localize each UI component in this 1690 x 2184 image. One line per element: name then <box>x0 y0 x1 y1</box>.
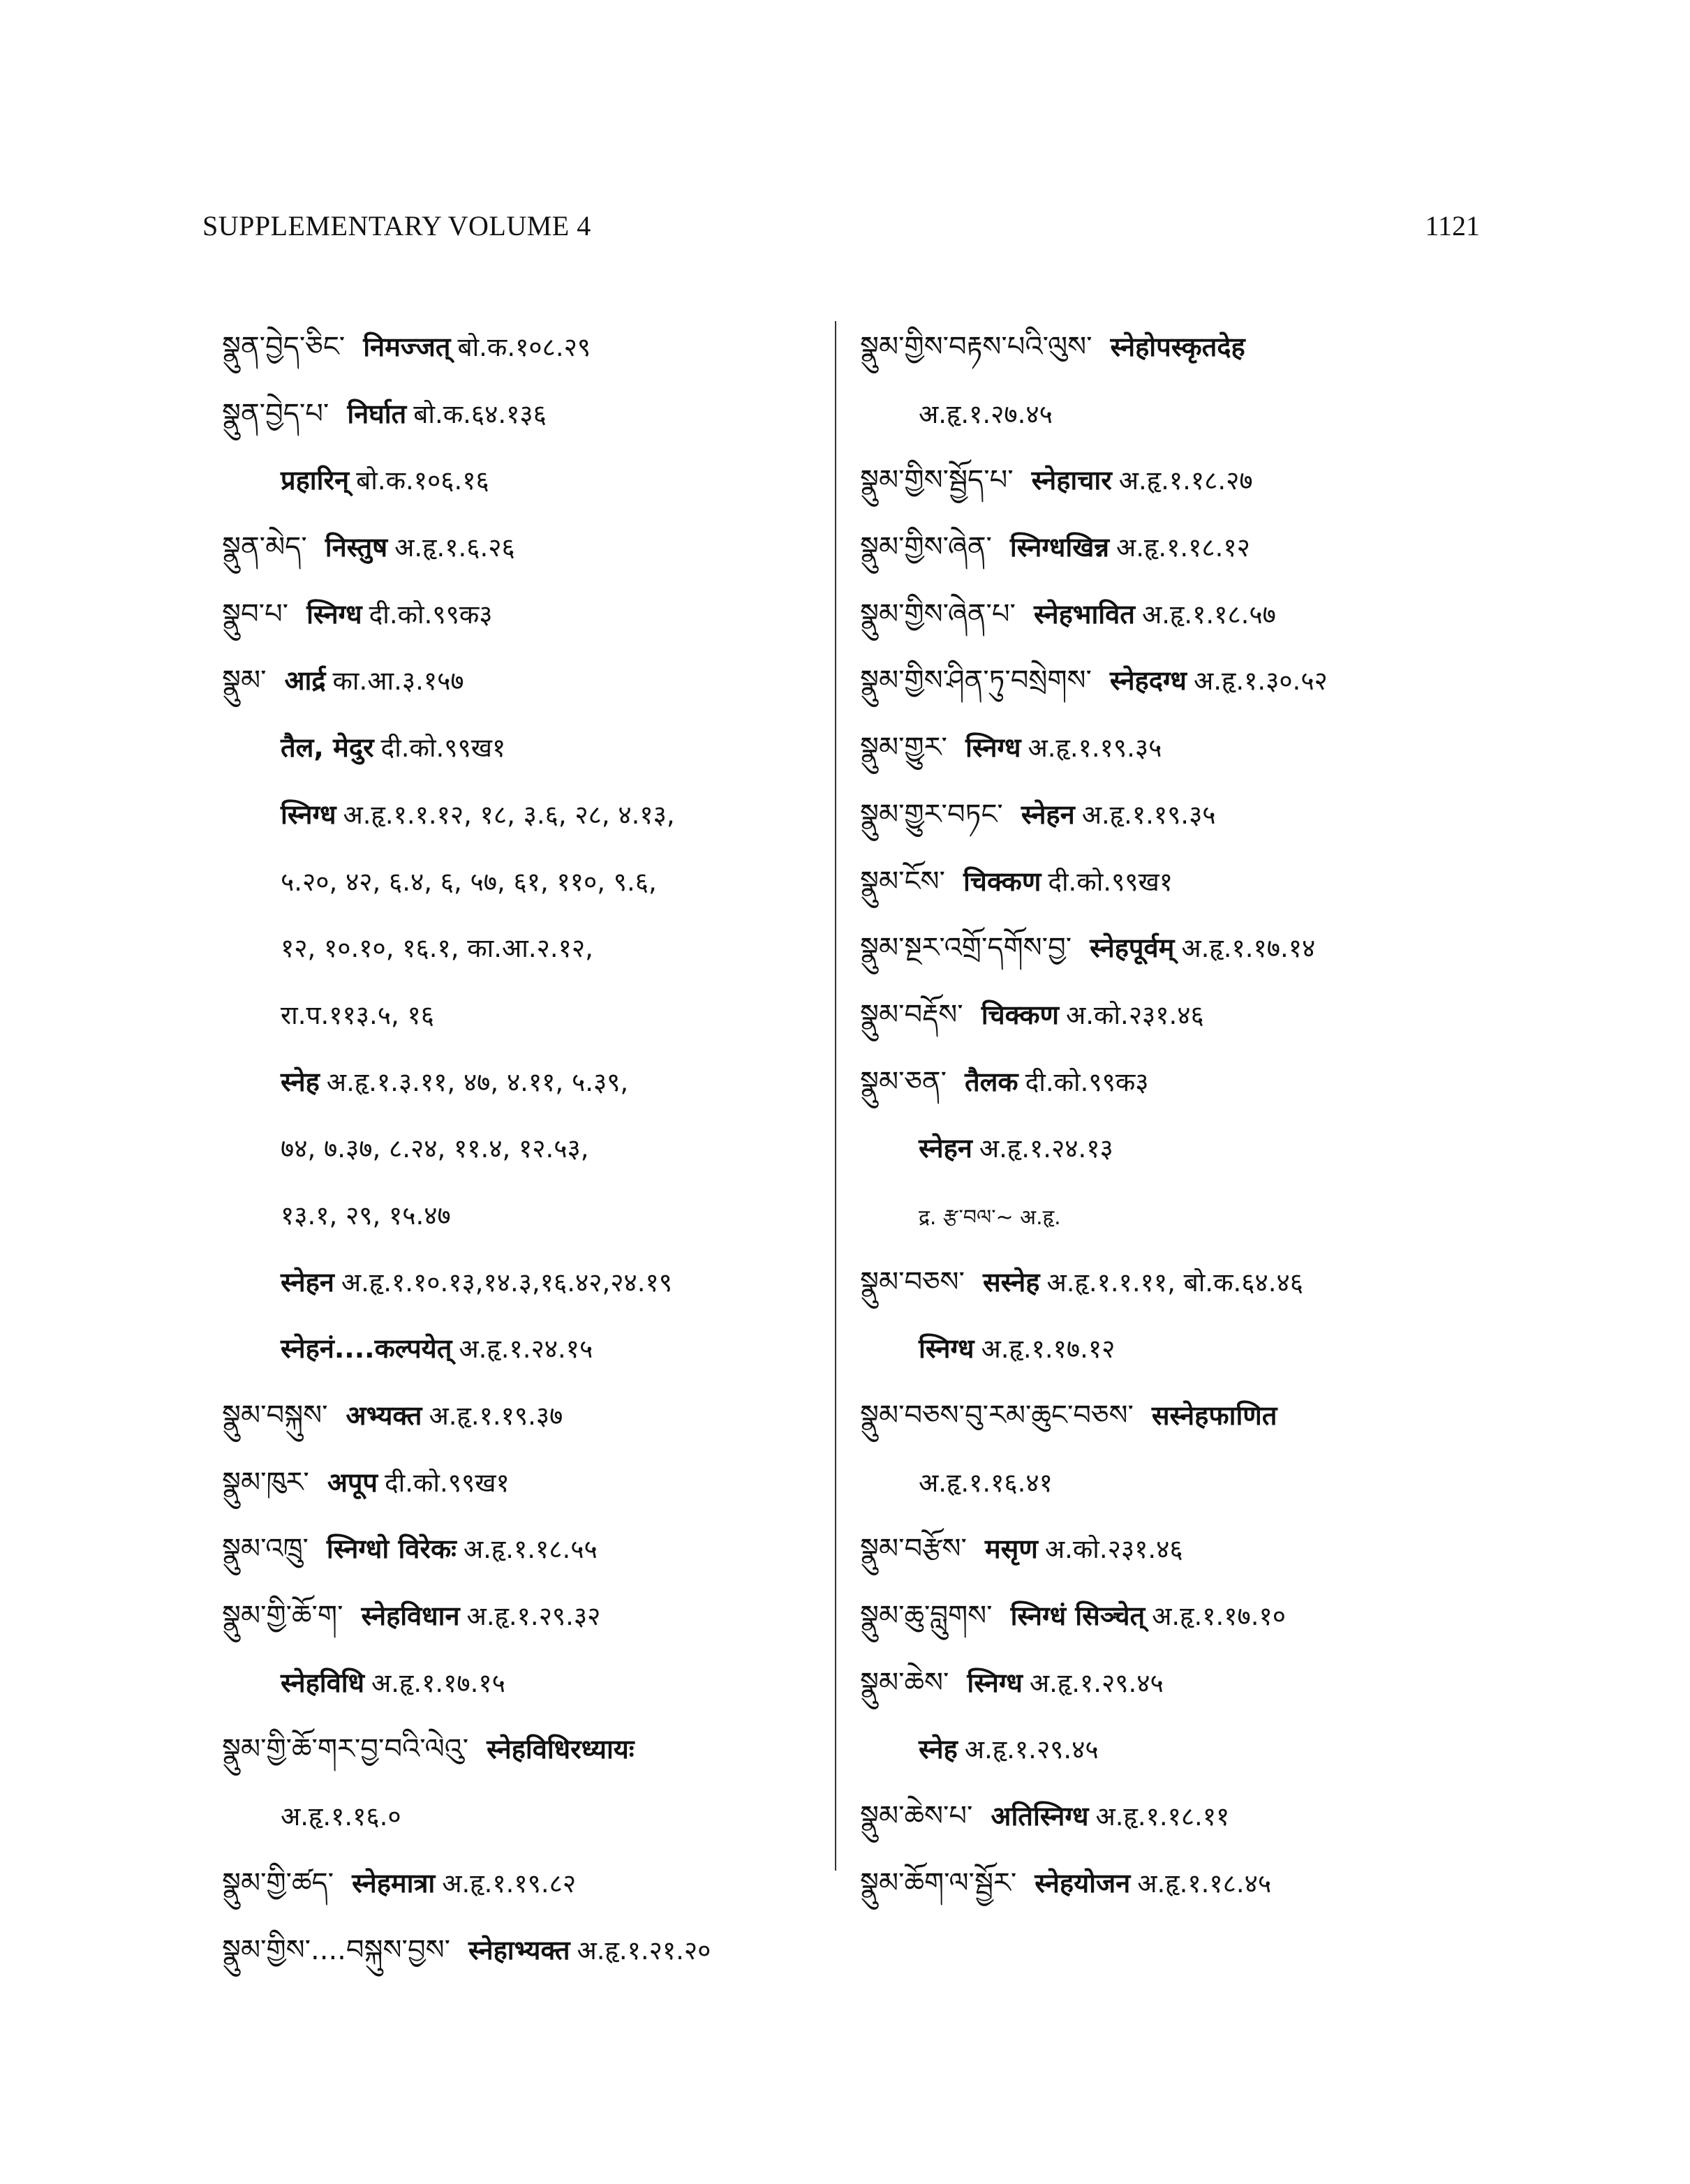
source-reference: द्र. རྩ་བལ་~ अ.हृ. <box>919 1205 1061 1230</box>
sanskrit-equivalent: स्नेह <box>919 1734 958 1765</box>
tibetan-headword: སྣུམ་གྱུར་བཏང་ <box>860 798 1003 831</box>
tibetan-headword: སྣུམ་ཆེས་པ་ <box>860 1800 973 1833</box>
sanskrit-equivalent: स्नेहन <box>1021 798 1075 830</box>
source-reference: अ.हृ.१.२९.३२ <box>466 1601 601 1632</box>
sanskrit-equivalent: स्नेहयोजन <box>1035 1867 1131 1899</box>
entry-continuation <box>222 782 850 849</box>
tibetan-headword: སྣུམ་གྱིས་....བསྐུས་བྱས་ <box>222 1933 450 1966</box>
entry-continuation <box>860 381 1474 448</box>
source-reference: अ.हृ.१.१७.१५ <box>371 1667 505 1698</box>
tibetan-headword: སྣུན་བྱེད་ཅིང་ <box>222 331 346 363</box>
source-reference: ७४, ७.३७, ८.२४, ११.४, १२.५३, <box>281 1134 589 1164</box>
dictionary-entry <box>860 314 1474 381</box>
source-reference: दी.को.९९ख१ <box>1048 866 1173 897</box>
tibetan-headword: སྣུམ་ཅན་ <box>860 1065 947 1098</box>
dictionary-entry <box>222 1516 850 1583</box>
sanskrit-equivalent: प्रहारिन् <box>281 465 350 496</box>
source-reference: अ.हृ.१.१८.२७ <box>1118 466 1253 496</box>
source-reference: अ.हृ.१.१८.४५ <box>1137 1868 1272 1899</box>
source-reference: रा.प.११३.५, १६ <box>281 1000 434 1030</box>
tibetan-headword: སྣུན་བྱེད་པ་ <box>222 397 329 430</box>
source-reference: अ.हृ.१.१७.१४ <box>1181 933 1316 964</box>
dictionary-entry <box>860 447 1474 514</box>
source-reference: अ.हृ.१.२१.२० <box>577 1935 711 1966</box>
dictionary-entry <box>222 1383 850 1450</box>
source-reference: अ.हृ.१.१८.११ <box>1095 1802 1230 1832</box>
sanskrit-equivalent: स्निग्ध <box>281 798 336 830</box>
entry-continuation <box>222 982 850 1049</box>
dictionary-entry <box>860 581 1474 648</box>
sanskrit-equivalent: स्नेहमात्रा <box>352 1867 436 1899</box>
sanskrit-equivalent: स्नेहाभ्यक्त <box>468 1934 570 1966</box>
source-reference: अ.हृ.१.१७.१० <box>1152 1601 1286 1632</box>
entry-continuation <box>860 1716 1474 1783</box>
sanskrit-equivalent: अपूप <box>327 1466 378 1498</box>
tibetan-headword: སྣུམ་བསྐུས་ <box>222 1399 328 1432</box>
entry-continuation <box>222 915 850 982</box>
tibetan-headword: སྣུམ་གྱི་ཚད་ <box>222 1866 334 1899</box>
sanskrit-equivalent: स्नेहनं....कल्पयेत् <box>281 1333 452 1365</box>
sanskrit-equivalent: चिक्कण <box>963 866 1042 897</box>
source-reference: अ.हृ.१.२७.४५ <box>919 399 1053 429</box>
entry-continuation <box>860 1450 1474 1517</box>
tibetan-headword: སྣུམ་བརྡོས་ <box>860 998 963 1031</box>
sanskrit-equivalent: चिक्कण <box>981 999 1060 1030</box>
tibetan-headword: སྣུམ་ངོས་ <box>860 865 945 898</box>
page-header <box>202 209 1480 251</box>
source-reference: अ.हृ.१.३.११, ४७, ४.११, ५.३९, <box>326 1067 629 1097</box>
tibetan-headword: སྣུམ་བརྩོས་ <box>860 1533 967 1566</box>
dictionary-entry <box>860 915 1474 982</box>
entry-continuation <box>222 1049 850 1116</box>
dictionary-entry <box>860 1383 1474 1450</box>
dictionary-entry <box>222 581 850 648</box>
dictionary-entry <box>860 1516 1474 1583</box>
source-reference: अ.को.२३१.४६ <box>1044 1534 1183 1565</box>
sanskrit-equivalent: निमज्जत् <box>363 332 451 362</box>
source-reference: अ.हृ.१.१९.३५ <box>1028 733 1162 764</box>
tibetan-headword: སྣུམ་གྱིས་སྦྱོད་པ་ <box>860 464 1014 497</box>
sanskrit-equivalent: स्निग्धखिन्न <box>1009 532 1110 563</box>
sanskrit-equivalent: स्नेहाचार <box>1031 465 1112 496</box>
source-reference: अ.हृ.१.१९.८२ <box>442 1868 577 1899</box>
dictionary-entry <box>222 1850 850 1917</box>
tibetan-headword: སྣུམ་ཁུར་ <box>222 1466 309 1499</box>
source-reference: अ.हृ.१.१९.३७ <box>429 1401 563 1431</box>
source-reference: अ.हृ.१.१८.५५ <box>463 1534 598 1565</box>
sanskrit-equivalent: निर्घात <box>347 398 407 429</box>
sanskrit-equivalent: तैलक <box>965 1066 1018 1097</box>
tibetan-headword: སྣུབ་པ་ <box>222 597 289 630</box>
tibetan-headword: སྣུན་མེད་ <box>222 531 307 564</box>
sanskrit-equivalent: तैल, मेदुर <box>281 732 374 764</box>
dictionary-entry <box>860 1650 1474 1717</box>
source-reference: अ.हृ.१.२९.४५ <box>964 1734 1099 1765</box>
source-reference: का.आ.३.१५७ <box>332 666 464 697</box>
entry-continuation <box>222 1783 850 1850</box>
entry-continuation <box>222 849 850 916</box>
sanskrit-equivalent: स्नेहपूर्वम् <box>1090 933 1175 964</box>
dictionary-entry <box>860 1249 1474 1316</box>
dictionary-entry <box>222 1917 850 1984</box>
left-column <box>222 314 850 1984</box>
dictionary-entry <box>860 1783 1474 1850</box>
tibetan-headword: སྣུམ་གྱིས་ཤིན་ཏུ་བསྲེགས་ <box>860 664 1092 697</box>
source-reference: अ.को.२३१.४६ <box>1066 1000 1204 1030</box>
dictionary-entry <box>860 648 1474 715</box>
entry-continuation <box>860 1316 1474 1383</box>
source-reference: अ.हृ.१.१८.१२ <box>1116 533 1250 563</box>
source-reference: अ.हृ.१.१६.४१ <box>919 1467 1053 1498</box>
tibetan-headword: སྣུམ་གྱིས་བརྟས་པའི་ལུས་ <box>860 331 1092 363</box>
sanskrit-equivalent: निस्तुष <box>325 532 388 563</box>
sanskrit-equivalent: स्नेहविधान <box>361 1600 460 1632</box>
entry-continuation <box>222 715 850 782</box>
dictionary-entry <box>860 982 1474 1049</box>
dictionary-entry <box>860 715 1474 782</box>
dictionary-entry <box>222 1716 850 1783</box>
sanskrit-equivalent: मसृण <box>984 1533 1038 1565</box>
column-divider <box>835 321 836 1871</box>
page-number: 1121 <box>1425 210 1480 242</box>
source-reference: बो.क.१०६.१६ <box>356 466 489 496</box>
source-reference: अ.हृ.१.६.२६ <box>394 533 515 563</box>
source-reference: दी.को.९९ख१ <box>380 733 506 764</box>
tibetan-headword: སྣུམ་ཆོག་ལ་སྦྱོར་ <box>860 1866 1017 1899</box>
dictionary-entry <box>860 514 1474 581</box>
entry-continuation <box>222 1115 850 1182</box>
source-reference: दी.को.९९क३ <box>369 599 493 630</box>
sanskrit-equivalent: स्निग्ध <box>919 1333 974 1365</box>
tibetan-headword: སྣུམ་ཆུ་བླུགས་ <box>860 1600 993 1633</box>
sanskrit-equivalent: स्निग्धो विरेकः <box>326 1533 457 1565</box>
source-reference: बो.क.६४.१३६ <box>413 399 547 429</box>
tibetan-headword: སྣུམ་གྱུར་ <box>860 731 947 764</box>
sanskrit-equivalent: सस्नेहफाणित <box>1151 1400 1277 1431</box>
source-reference: अ.हृ.१.१.११, बो.क.६४.४६ <box>1046 1267 1303 1298</box>
sanskrit-equivalent: स्नेहभावित <box>1033 598 1135 630</box>
dictionary-entry <box>222 1450 850 1517</box>
source-reference: अ.हृ.१.२४.१५ <box>459 1334 593 1365</box>
sanskrit-equivalent: आर्द्र <box>284 665 326 697</box>
sanskrit-equivalent: स्नेहदग्ध <box>1109 665 1187 697</box>
source-reference: बो.क.१०८.२९ <box>457 332 591 362</box>
tibetan-headword: སྣུམ་བཅས་བུ་རམ་ཆུང་བཅས་ <box>860 1399 1134 1432</box>
entry-continuation <box>222 1316 850 1383</box>
source-reference: अ.हृ.१.१९.३५ <box>1081 799 1216 830</box>
source-reference: अ.हृ.१.१८.५७ <box>1141 599 1276 630</box>
sanskrit-equivalent: सस्नेह <box>982 1266 1040 1298</box>
sanskrit-equivalent: स्निग्ध <box>306 598 362 630</box>
dictionary-entry <box>860 1850 1474 1917</box>
entry-continuation <box>860 1115 1474 1182</box>
tibetan-headword: སྣུམ་གྱིས་ཞེན་པ་ <box>860 597 1016 630</box>
dictionary-entry <box>860 849 1474 916</box>
dictionary-entry <box>222 381 850 448</box>
sanskrit-equivalent: स्नेहन <box>281 1266 334 1298</box>
sanskrit-equivalent: स्निग्ध <box>965 732 1021 764</box>
tibetan-headword: སྣུམ་འཁྲུ་ <box>222 1533 309 1566</box>
source-reference: दी.को.९९ख१ <box>385 1467 510 1498</box>
source-reference: अ.हृ.१.१०.१३,१४.३,१६.४२,२४.१९ <box>341 1267 672 1298</box>
sanskrit-equivalent: स्नेह <box>281 1066 320 1097</box>
source-reference: अ.हृ.१.३०.५२ <box>1193 666 1328 697</box>
sanskrit-equivalent: अभ्यक्त <box>346 1400 422 1431</box>
sanskrit-equivalent: स्नेहन <box>919 1133 972 1164</box>
dictionary-entry <box>222 314 850 381</box>
sanskrit-equivalent: स्नेहविधि <box>281 1667 364 1698</box>
entry-continuation <box>222 447 850 514</box>
running-head: SUPPLEMENTARY VOLUME 4 <box>202 210 591 242</box>
source-reference: दी.को.९९क३ <box>1025 1067 1149 1097</box>
right-column <box>860 314 1474 1917</box>
tibetan-headword: སྣུམ་ཆེས་ <box>860 1666 949 1699</box>
source-reference: १२, १०.१०, १६.१, का.आ.२.१२, <box>281 933 593 964</box>
source-reference: अ.हृ.१.१.१२, १८, ३.६, २८, ४.१३, <box>343 799 675 830</box>
source-reference: ५.२०, ४२, ६.४, ६, ५७, ६१, ११०, ९.६, <box>281 866 657 897</box>
source-reference: अ.हृ.१.२४.१३ <box>979 1134 1113 1164</box>
entry-continuation <box>222 1182 850 1249</box>
source-reference: अ.हृ.१.१७.१२ <box>981 1334 1115 1365</box>
tibetan-headword: སྣུམ་ <box>222 664 267 697</box>
tibetan-headword: སྣུམ་གྱིས་ཞེན་ <box>860 531 992 564</box>
dictionary-entry <box>860 1049 1474 1116</box>
sanskrit-equivalent: स्निग्ध <box>967 1667 1023 1698</box>
sanskrit-equivalent: अतिस्निग्ध <box>991 1801 1089 1832</box>
tibetan-headword: སྣུམ་བཅས་ <box>860 1265 965 1298</box>
sanskrit-equivalent: स्निग्धं सिञ्चेत् <box>1010 1600 1146 1632</box>
sanskrit-equivalent: स्नेहोपस्कृतदेह <box>1110 332 1245 362</box>
dictionary-entry <box>222 648 850 715</box>
tibetan-headword: སྣུམ་གྱི་ཆོ་ག་ <box>222 1600 343 1633</box>
dictionary-entry <box>222 1583 850 1650</box>
source-reference: अ.हृ.१.१६.० <box>281 1802 401 1832</box>
entry-continuation <box>222 1650 850 1717</box>
dictionary-entry <box>860 782 1474 849</box>
dictionary-entry <box>222 514 850 581</box>
entry-continuation <box>860 1182 1474 1249</box>
sanskrit-equivalent: स्नेहविधिरध्यायः <box>487 1734 635 1765</box>
tibetan-headword: སྣུམ་གྱི་ཆོ་གར་བྱ་བའི་ལེའུ་ <box>222 1733 469 1766</box>
source-reference: १३.१, २९, १५.४७ <box>281 1200 451 1231</box>
entry-continuation <box>222 1249 850 1316</box>
tibetan-headword: སྣུམ་སྔར་འགྲོ་དགོས་བྱ་ <box>860 932 1072 965</box>
source-reference: अ.हृ.१.२९.४५ <box>1029 1667 1164 1698</box>
dictionary-entry <box>860 1583 1474 1650</box>
